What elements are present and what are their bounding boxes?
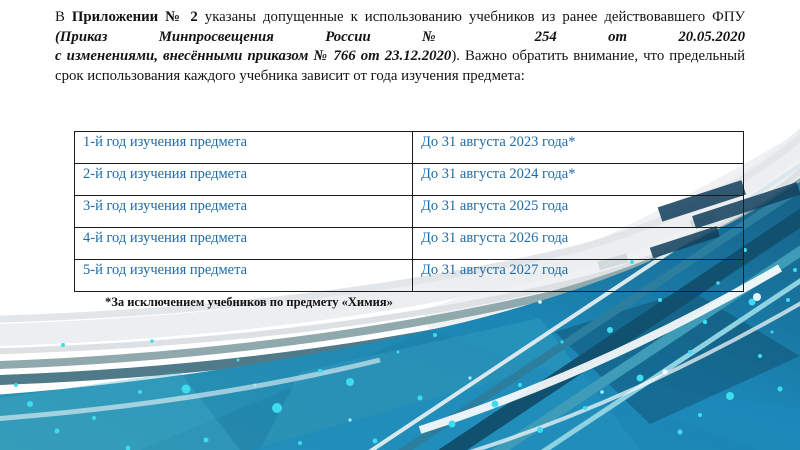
deadline-cell: До 31 августа 2023 года* <box>413 132 744 164</box>
footnote: *За исключением учебников по предмету «Химия» <box>105 295 393 309</box>
table-row <box>75 228 744 260</box>
paragraph-line <box>55 8 745 28</box>
intro-paragraph <box>55 8 745 86</box>
deadline-cell: До 31 августа 2026 года <box>413 228 744 260</box>
deadline-cell: До 31 августа 2027 года <box>413 260 744 292</box>
year-cell: 4-й год изучения предмета <box>75 228 413 260</box>
deadline-cell: До 31 августа 2025 года <box>413 196 744 228</box>
table-row <box>75 132 744 164</box>
paragraph-text-bold-italic: с изменениями, внесёнными приказом № 766 от 23.12.2020 <box>55 48 452 64</box>
year-cell: 2-й год изучения предмета <box>75 164 413 196</box>
paragraph-line <box>55 67 745 87</box>
table-row <box>75 260 744 292</box>
deadline-table <box>74 131 744 292</box>
year-cell: 1-й год изучения предмета <box>75 132 413 164</box>
paragraph-text-bold-italic: (Приказ Минпросвещения России № 254 от 20.05.2020 <box>55 28 745 45</box>
year-cell: 3-й год изучения предмета <box>75 196 413 228</box>
table-row <box>75 196 744 228</box>
paragraph-line <box>55 28 745 48</box>
deadline-cell: До 31 августа 2024 года* <box>413 164 744 196</box>
paragraph-text-bold: Приложении № 2 <box>71 9 198 25</box>
paragraph-text: срок использования каждого учебника зависит от года изучения предмета: <box>55 67 525 84</box>
year-cell: 5-й год изучения предмета <box>75 260 413 292</box>
paragraph-text: указаны допущенные к использованию учебников из ранее действовавшего ФПУ <box>197 9 745 25</box>
table-row <box>75 164 744 196</box>
paragraph-line <box>55 47 745 67</box>
paragraph-text: В <box>55 9 72 25</box>
paragraph-text: ). Важно обратить внимание, что предельный <box>451 48 745 64</box>
